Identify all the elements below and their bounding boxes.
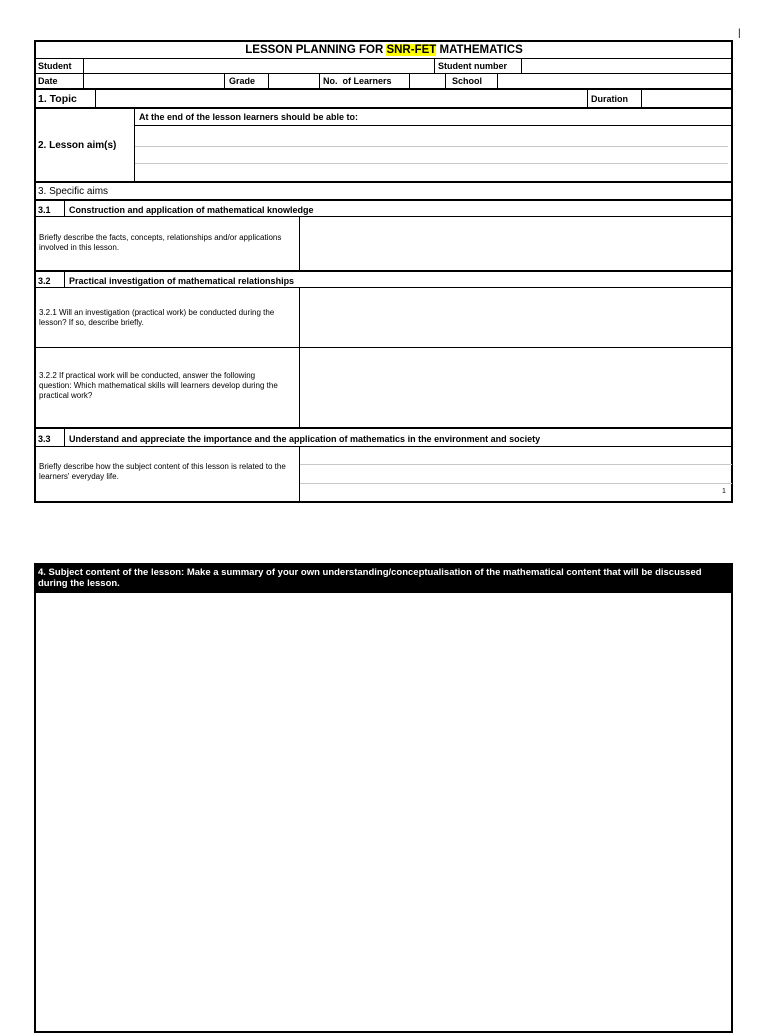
date-field[interactable] — [84, 74, 223, 88]
s33-answer-line-1[interactable] — [300, 447, 732, 463]
specific-aims-heading: 3. Specific aims — [38, 186, 109, 197]
section4-header — [34, 563, 733, 593]
s33-title: Understand and appreciate the importance and the application of mathematics in the environment and society — [69, 434, 541, 444]
lesson-aims-intro: At the end of the lesson learners should be able to: — [139, 112, 359, 122]
s31-answer[interactable] — [300, 217, 732, 270]
school-field[interactable] — [498, 74, 732, 88]
date-label: Date — [38, 76, 58, 86]
section4-header-text: 4. Subject content of the lesson: Make a summary of your own understanding/conceptualisation of the mathematical content that will be discussed during the lesson. — [38, 567, 702, 589]
s32-q1-answer[interactable] — [300, 288, 732, 347]
title-highlight: SNR-FET — [386, 44, 437, 56]
s31-num: 3.1 — [38, 205, 51, 215]
grade-field[interactable] — [269, 74, 318, 88]
lesson-aim-line-1[interactable] — [135, 126, 732, 145]
s32-q1: 3.2.1 Will an investigation (practical work) be conducted during the lesson? If so, describe briefly. — [39, 308, 275, 327]
s33-answer-line-2[interactable] — [300, 465, 732, 482]
topic-label: 1. Topic — [38, 93, 77, 105]
s33-num: 3.3 — [38, 434, 51, 444]
s32-q2: 3.2.2 If practical work will be conducted, answer the following question: Which mathematical skills will learners develop during the practical work? — [39, 371, 278, 400]
topic-field[interactable] — [96, 90, 586, 107]
s31-prompt: Briefly describe the facts, concepts, relationships and/or applications involved in this lesson. — [39, 233, 282, 252]
s32-q2-answer[interactable] — [300, 348, 732, 427]
student-number-field[interactable] — [522, 59, 732, 73]
lesson-aim-line-3[interactable] — [135, 164, 732, 180]
lesson-aim-line-2[interactable] — [135, 147, 732, 162]
s33-answer-line-3[interactable] — [300, 484, 732, 500]
s32-num: 3.2 — [38, 276, 51, 286]
learners-label: No. of Learners — [323, 76, 392, 86]
s32-title: Practical investigation of mathematical relationships — [69, 276, 295, 286]
page-number: 1 — [722, 488, 726, 495]
student-label: Student — [38, 61, 72, 71]
duration-label: Duration — [591, 94, 628, 104]
s31-title: Construction and application of mathematical knowledge — [69, 205, 314, 215]
s33-prompt: Briefly describe how the subject content of this lesson is related to the learners' everyday life. — [39, 462, 286, 481]
page-marker: | — [738, 28, 741, 39]
learners-field[interactable] — [410, 74, 444, 88]
duration-field[interactable] — [642, 90, 732, 107]
form-title: LESSON PLANNING FOR SNR-FET MATHEMATICS — [245, 44, 523, 56]
school-label: School — [452, 76, 483, 86]
student-number-label: Student number — [438, 61, 507, 71]
lesson-aims-label: 2. Lesson aim(s) — [38, 140, 117, 151]
section4-content-area[interactable] — [36, 593, 731, 1024]
student-field[interactable] — [84, 59, 433, 73]
grade-label: Grade — [229, 76, 256, 86]
